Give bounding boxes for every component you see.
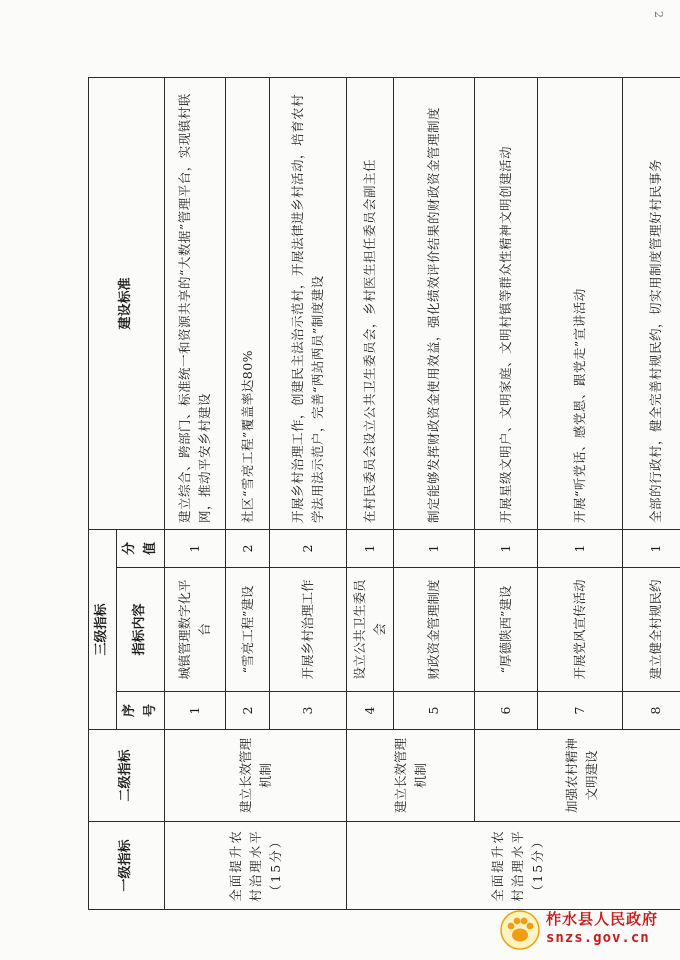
standard-cell: 开展“听党话、感党恩、跟党走”宣讲活动 — [538, 78, 623, 530]
header-row-1 — [89, 78, 117, 910]
content-cell: “厚德陕西”建设 — [475, 568, 538, 692]
content-cell: 财政资金管理制度 — [394, 568, 475, 692]
level2-cell: 建立长效管理机制 — [165, 730, 347, 822]
seq-cell: 4 — [347, 692, 394, 730]
score-cell: 1 — [165, 530, 226, 568]
seq-cell: 2 — [226, 692, 270, 730]
standards-table — [88, 77, 680, 910]
logo-title: 柞水县人民政府 — [546, 910, 659, 928]
standard-cell: 社区“雪亮工程”覆盖率达80% — [226, 78, 270, 530]
header-score: 分值 — [116, 530, 165, 568]
seq-cell: 5 — [394, 692, 475, 730]
table-row — [165, 78, 226, 910]
table-row — [347, 78, 394, 910]
seq-cell: 3 — [270, 692, 347, 730]
score-cell: 1 — [475, 530, 538, 568]
level1-cell: 全面提升农村治理水平（15分） — [165, 822, 347, 910]
seq-cell: 7 — [538, 692, 623, 730]
content-cell: 设立公共卫生委员会 — [347, 568, 394, 692]
standard-cell: 开展乡村治理工作，创建民主法治示范村，开展法律进乡村活动，培育农村学法用法示范户，完善“两站两员”制度建设 — [270, 78, 347, 530]
level2-cell: 加强农村精神文明建设 — [475, 730, 680, 822]
page-number: 2 — [652, 11, 665, 18]
level1-cell: 全面提升农村治理水平（15分） — [347, 822, 680, 910]
score-cell: 2 — [270, 530, 347, 568]
content-cell: 开展乡村治理工作 — [270, 568, 347, 692]
score-cell: 1 — [394, 530, 475, 568]
seq-cell: 6 — [475, 692, 538, 730]
seq-cell: 1 — [165, 692, 226, 730]
logo-url[interactable]: snzs.gov.cn — [546, 930, 650, 946]
level2-cell: 建立长效管理机制 — [347, 730, 475, 822]
score-cell: 1 — [347, 530, 394, 568]
header-level1: 一级指标 — [89, 822, 165, 910]
score-cell: 1 — [623, 530, 680, 568]
standard-cell: 制定能够发挥财政资金使用效益，强化绩效评价结果的财政资金管理制度 — [394, 78, 475, 530]
table-row — [475, 78, 538, 910]
header-level2: 二级指标 — [89, 730, 165, 822]
content-cell: 城镇管理数字化平台 — [165, 568, 226, 692]
paw-icon — [500, 910, 540, 950]
standard-cell: 全部的行政村，健全完善村规民约，切实用制度管理好村民事务 — [623, 78, 680, 530]
content-cell: 建立健全村规民约 — [623, 568, 680, 692]
score-cell: 2 — [226, 530, 270, 568]
standards-table-container — [88, 78, 663, 910]
content-cell: 开展党风宣传活动 — [538, 568, 623, 692]
header-level3: 三级指标 — [89, 530, 117, 730]
standard-cell: 在村民委员会设立公共卫生委员会，乡村医生担任委员会副主任 — [347, 78, 394, 530]
header-standard: 建设标准 — [89, 78, 165, 530]
header-seq: 序号 — [116, 692, 165, 730]
gov-logo[interactable] — [500, 906, 670, 956]
seq-cell: 8 — [623, 692, 680, 730]
content-cell: “雪亮工程”建设 — [226, 568, 270, 692]
score-cell: 1 — [538, 530, 623, 568]
standard-cell: 开展星级文明户、文明家庭、文明村镇等群众性精神文明创建活动 — [475, 78, 538, 530]
standard-cell: 建立综合、跨部门、标准统一和资源共享的“大数据”管理平台，实现镇村联网，推动平安乡村建设 — [165, 78, 226, 530]
header-content: 指标内容 — [116, 568, 165, 692]
